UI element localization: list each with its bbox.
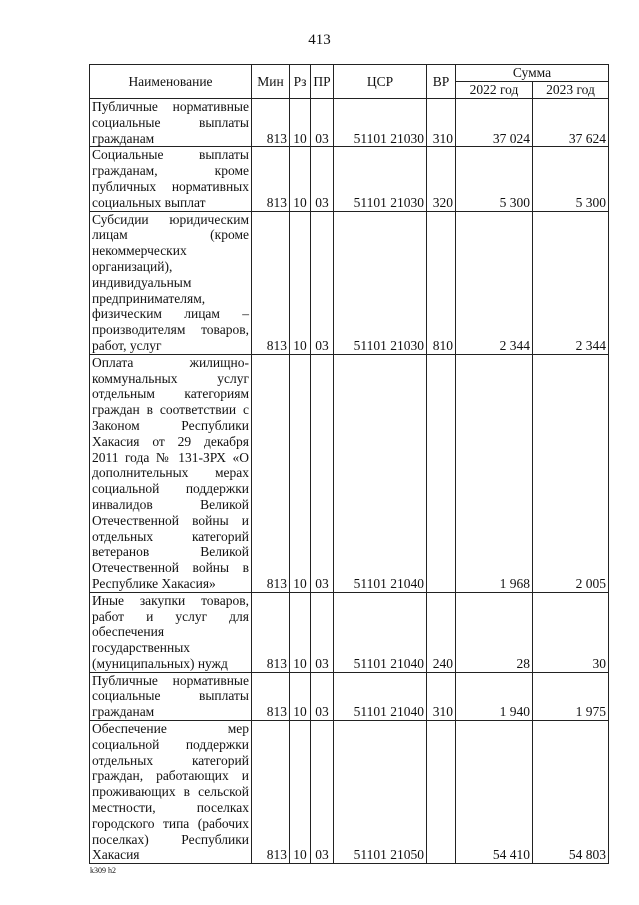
row-min: 813: [252, 211, 290, 354]
col-header-csr: ЦСР: [334, 65, 427, 99]
row-rz: 10: [290, 211, 311, 354]
row-name: Публичные нормативные социальные выплаты гражданам: [90, 99, 252, 147]
row-name: Субсидии юридическим лицам (кроме некоммерческих организаций), индивидуальным предпринимателям, физическим лицам – производителям товаров, работ, услуг: [90, 211, 252, 354]
row-sum-2022: 2 344: [456, 211, 533, 354]
row-sum-2022: 1 940: [456, 672, 533, 720]
row-rz: 10: [290, 354, 311, 592]
row-csr: 51101 21030: [334, 99, 427, 147]
budget-table: [89, 64, 609, 864]
table-row: [90, 672, 609, 720]
table-row: [90, 211, 609, 354]
row-pr: 03: [311, 354, 334, 592]
row-pr: 03: [311, 592, 334, 672]
row-rz: 10: [290, 721, 311, 864]
row-min: 813: [252, 672, 290, 720]
row-name: Обеспечение мер социальной поддержки отдельных категорий граждан, работающих и проживающих в сельской местности, поселках городского типа (рабочих поселках) Республики Хакасия: [90, 721, 252, 864]
row-csr: 51101 21040: [334, 672, 427, 720]
row-sum-2023: 54 803: [533, 721, 609, 864]
row-name: Иные закупки товаров, работ и услуг для обеспечения государственных (муниципальных) нужд: [90, 592, 252, 672]
col-header-vr: ВР: [427, 65, 456, 99]
row-vr: 310: [427, 672, 456, 720]
row-vr: [427, 354, 456, 592]
row-csr: 51101 21040: [334, 354, 427, 592]
row-sum-2023: 2 344: [533, 211, 609, 354]
col-header-2023: 2023 год: [533, 82, 609, 99]
row-pr: 03: [311, 721, 334, 864]
row-csr: 51101 21050: [334, 721, 427, 864]
col-header-min: Мин: [252, 65, 290, 99]
row-sum-2022: 37 024: [456, 99, 533, 147]
col-header-pr: ПР: [311, 65, 334, 99]
row-csr: 51101 21030: [334, 211, 427, 354]
row-pr: 03: [311, 672, 334, 720]
row-name: Публичные нормативные социальные выплаты гражданам: [90, 672, 252, 720]
header-row: [90, 65, 609, 82]
row-vr: 310: [427, 99, 456, 147]
row-csr: 51101 21030: [334, 147, 427, 211]
table-row: [90, 99, 609, 147]
row-rz: 10: [290, 592, 311, 672]
row-rz: 10: [290, 99, 311, 147]
row-min: 813: [252, 99, 290, 147]
row-vr: [427, 721, 456, 864]
row-pr: 03: [311, 99, 334, 147]
row-rz: 10: [290, 672, 311, 720]
row-vr: 240: [427, 592, 456, 672]
row-min: 813: [252, 354, 290, 592]
row-sum-2022: 54 410: [456, 721, 533, 864]
row-sum-2023: 37 624: [533, 99, 609, 147]
col-header-name: Наименование: [90, 65, 252, 99]
row-sum-2023: 2 005: [533, 354, 609, 592]
row-pr: 03: [311, 211, 334, 354]
table-row: [90, 354, 609, 592]
table-row: [90, 592, 609, 672]
table-row: [90, 721, 609, 864]
row-csr: 51101 21040: [334, 592, 427, 672]
row-name: Социальные выплаты гражданам, кроме публичных нормативных социальных выплат: [90, 147, 252, 211]
row-sum-2023: 1 975: [533, 672, 609, 720]
row-sum-2023: 30: [533, 592, 609, 672]
table-body: [90, 99, 609, 864]
row-vr: 320: [427, 147, 456, 211]
row-sum-2022: 5 300: [456, 147, 533, 211]
row-sum-2023: 5 300: [533, 147, 609, 211]
row-rz: 10: [290, 147, 311, 211]
row-sum-2022: 28: [456, 592, 533, 672]
footer-code: k309 h2: [90, 866, 116, 875]
row-vr: 810: [427, 211, 456, 354]
row-min: 813: [252, 147, 290, 211]
col-header-sum: Сумма: [456, 65, 609, 82]
col-header-rz: Рз: [290, 65, 311, 99]
row-pr: 03: [311, 147, 334, 211]
row-sum-2022: 1 968: [456, 354, 533, 592]
table-row: [90, 147, 609, 211]
row-name: Оплата жилищно-коммунальных услуг отдельным категориям граждан в соответствии с Законом Республики Хакасия от 29 декабря 2011 года № 131-ЗРХ «О дополнительных мерах социальной поддержки инвалидов Великой Отечественной войны и отдельных категорий ветеранов Великой Отечественной войны в Республике Хакасия»: [90, 354, 252, 592]
col-header-2022: 2022 год: [456, 82, 533, 99]
page-number: 413: [308, 32, 331, 48]
row-min: 813: [252, 721, 290, 864]
row-min: 813: [252, 592, 290, 672]
